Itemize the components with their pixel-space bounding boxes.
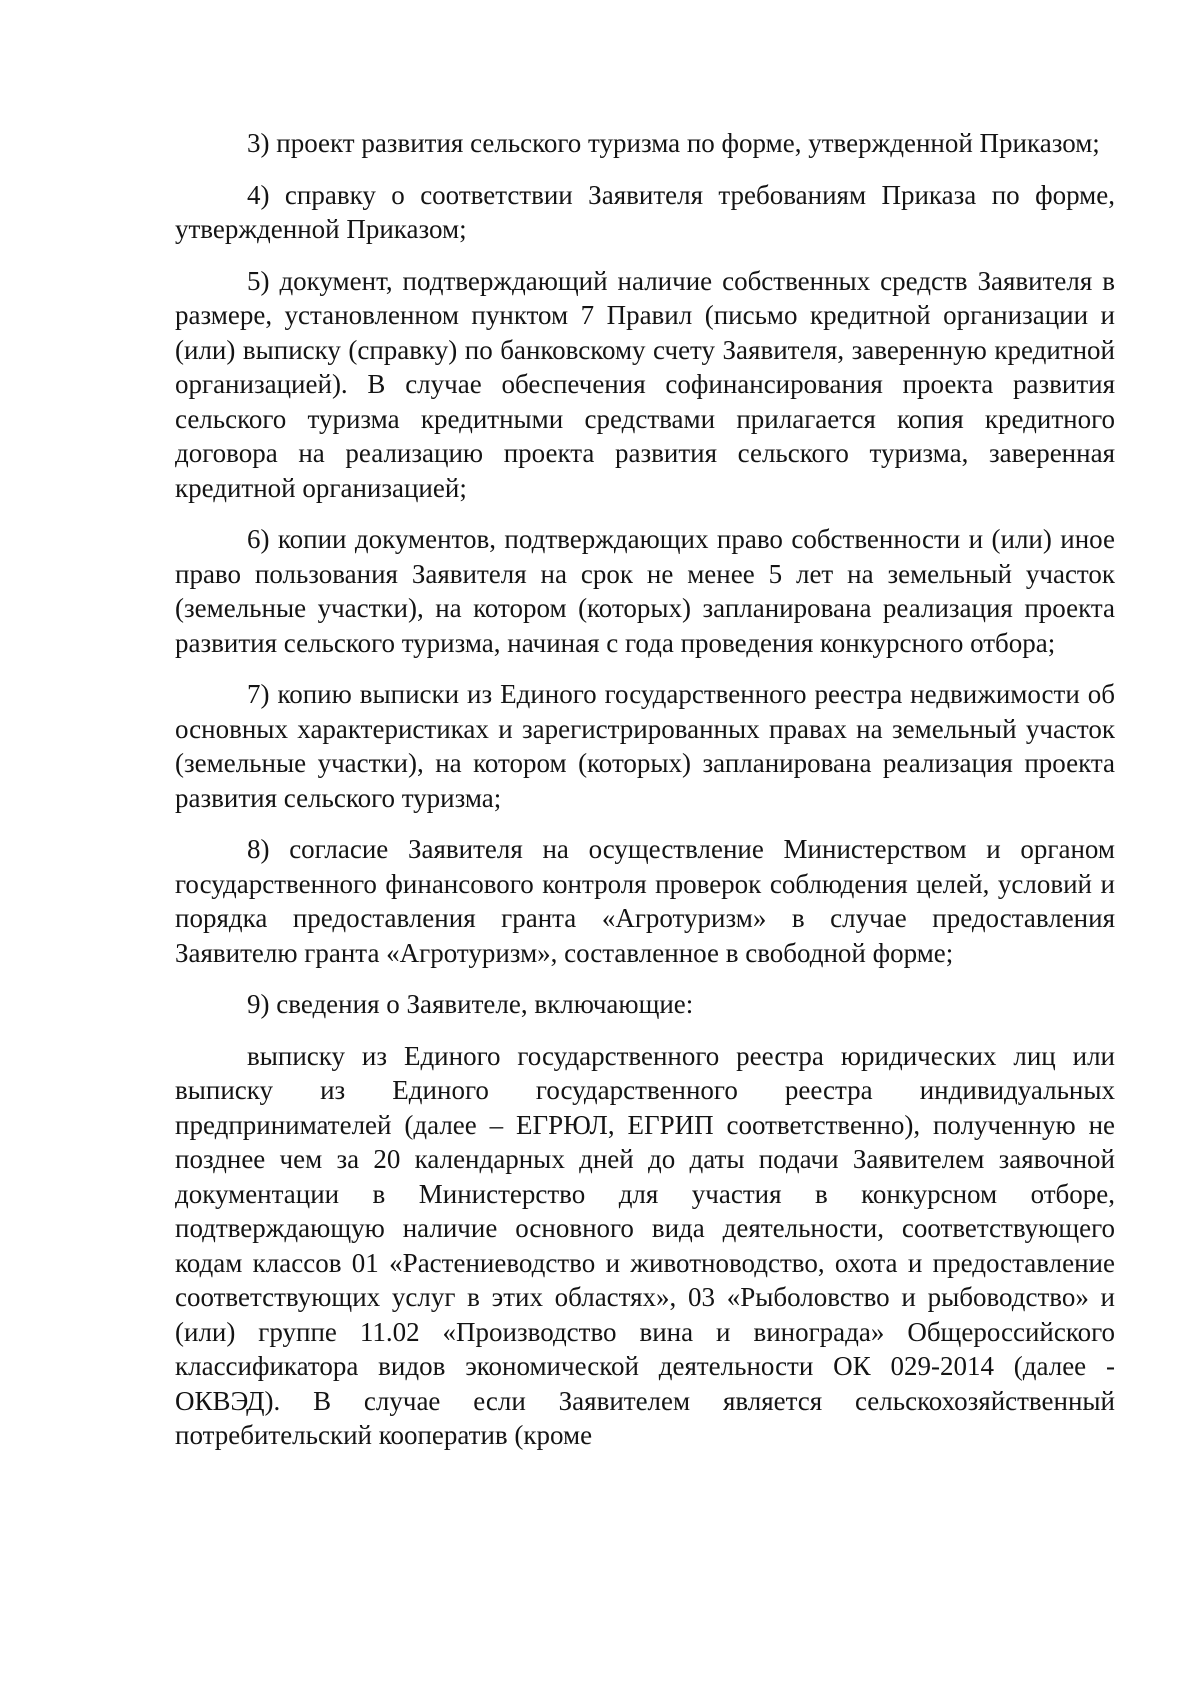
paragraph-item-7: 7) копию выписки из Единого государственного реестра недвижимости об основных характеристиках и зарегистрированных правах на земельный участок (земельные участки), на котором (которых) запланирована реализация проекта развития сельского туризма; — [175, 679, 1115, 813]
paragraph-item-8: 8) согласие Заявителя на осуществление Министерством и органом государственного финансового контроля проверок соблюдения целей, условий и порядка предоставления гранта «Агротуризм» в случае предоставления Заявителю гранта «Агротуризм», составленное в свободной форме; — [175, 834, 1115, 968]
paragraph-item-9: 9) сведения о Заявителе, включающие: — [247, 989, 694, 1019]
document-body — [175, 126, 1115, 1453]
paragraph-item-4: 4) справку о соответствии Заявителя требованиям Приказа по форме, утвержденной Приказом; — [175, 179, 1115, 244]
paragraph-item-5: 5) документ, подтверждающий наличие собственных средств Заявителя в размере, установленном пунктом 7 Правил (письмо кредитной организации и (или) выписку (справку) по банковскому счету Заявителя, заверенную кредитной организацией). В случае обеспечения софинансирования проекта развития сельского туризма кредитными средствами прилагается копия кредитного договора на реализацию проекта развития сельского туризма, заверенная кредитной организацией; — [175, 265, 1115, 503]
paragraph-item-6: 6) копии документов, подтверждающих право собственности и (или) иное право пользования Заявителя на срок не менее 5 лет на земельный участок (земельные участки), на котором (которых) запланирована реализация проекта развития сельского туризма, начиная с года проведения конкурсного отбора; — [175, 524, 1115, 658]
paragraph-egrul-extract: выписку из Единого государственного реестра юридических лиц или выписку из Единого государственного реестра индивидуальных предпринимателей (далее – ЕГРЮЛ, ЕГРИП соответственно), полученную не позднее чем за 20 календарных дней до даты подачи Заявителем заявочной документации в Министерство для участия в конкурсном отборе, подтверждающую наличие основного вида деятельности, соответствующего кодам классов 01 «Растениеводство и животноводство, охота и предоставление соответствующих услуг в этих областях», 03 «Рыболовство и рыбоводство» и (или) группе 11.02 «Производство вина и винограда» Общероссийского классификатора видов экономической деятельности ОК 029-2014 (далее - ОКВЭД). В случае если Заявителем является сельскохозяйственный потребительский кооператив (кроме — [175, 1040, 1115, 1450]
paragraph-item-3: 3) проект развития сельского туризма по форме, утвержденной Приказом; — [247, 128, 1100, 158]
